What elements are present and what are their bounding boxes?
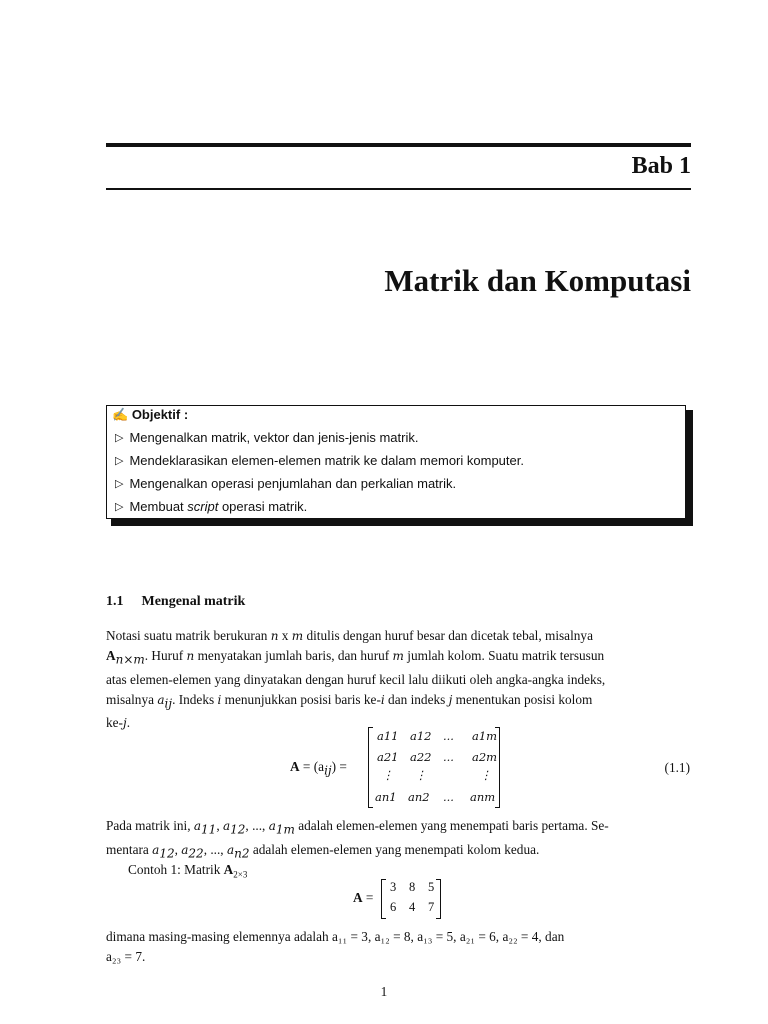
objective-item [115, 453, 524, 468]
objective-heading-text: Objektif : [131, 407, 189, 422]
example-matrix-cell: 7 [428, 900, 435, 914]
example-matrix-cell: 5 [428, 880, 435, 894]
matrix-cell: a1m [472, 729, 498, 743]
matrix-cell: a12 [410, 729, 432, 743]
paragraph-line: a₂₃ = 7. [106, 949, 146, 964]
example-matrix-lhs: A = [353, 890, 374, 905]
triangle-bullet-icon: ▷ [115, 432, 124, 444]
paragraph-3 [106, 927, 692, 967]
objective-item [115, 430, 418, 445]
matrix-cell: a2m [472, 750, 498, 764]
paragraph-1 [106, 626, 692, 733]
objective-item-text: Membuat script operasi matrik. [129, 499, 308, 514]
section-number: 1.1 [106, 594, 124, 609]
objective-item-text: Mendeklarasikan elemen-elemen matrik ke dalam memori komputer. [129, 453, 524, 468]
example-label: Contoh 1: Matrik $A_{2\times 3}$ [128, 862, 248, 880]
objective-box [106, 405, 686, 519]
objective-item-text: Mengenalkan matrik, vektor dan jenis-jenis matrik. [129, 430, 419, 445]
example-matrix-right-bracket [436, 879, 441, 919]
matrix-cell: an2 [408, 790, 430, 804]
paragraph-line: ke-j. [106, 715, 131, 731]
matrix-cell: ⋮ [415, 768, 427, 782]
page-number: 1 [380, 984, 388, 999]
matrix-cell: ⋮ [480, 768, 492, 782]
example-matrix-cell: 3 [390, 880, 397, 894]
matrix-cell: a21 [377, 750, 399, 764]
pencil-icon: ✍ [112, 407, 129, 422]
chapter-bottom-rule [106, 188, 691, 190]
chapter-title: Matrik dan Komputasi [384, 263, 691, 298]
objective-heading [112, 407, 188, 423]
section-title: Mengenal matrik [141, 594, 246, 609]
paragraph-line: Pada matrik ini, $a_{11}$, $a_{12}$, ..., $a_{1m}$ adalah elemen-elemen yang menempati baris pertama. Se- [106, 818, 609, 837]
triangle-bullet-icon: ▷ [115, 455, 124, 467]
chapter-top-rule [106, 143, 691, 147]
matrix-cell: ⋮ [382, 768, 394, 782]
triangle-bullet-icon: ▷ [115, 478, 124, 490]
matrix-cell: a22 [410, 750, 432, 764]
matrix-left-bracket [368, 727, 373, 808]
objective-item-text: Mengenalkan operasi penjumlahan dan perkalian matrik. [129, 476, 457, 491]
matrix-cell: ... [443, 790, 454, 804]
objective-item [115, 499, 307, 514]
chapter-label: Bab 1 [631, 153, 691, 179]
paragraph-line: Notasi suatu matrik berukuran n x m ditulis dengan huruf besar dan dicetak tebal, misalnya [106, 628, 593, 643]
objective-item [115, 476, 456, 491]
matrix-cell: ... [443, 750, 454, 764]
example-matrix-left-bracket [381, 879, 386, 919]
paragraph-line: atas elemen-elemen yang dinyatakan dengan huruf kecil lalu diikuti oleh angka-angka indeks, [106, 671, 606, 687]
matrix-cell: a11 [377, 729, 399, 743]
example-matrix-cell: 4 [409, 900, 416, 914]
paragraph-line: dimana masing-masing elemennya adalah a₁₁ = 3, a₁₂ = 8, a₁₃ = 5, a₂₁ = 6, a₂₂ = 4, dan [106, 929, 565, 944]
paragraph-line: $A_{n\times m}$. Huruf n menyatakan jumlah baris, dan huruf m jumlah kolom. Suatu matrik tersusun [106, 648, 605, 667]
matrix-cell: an1 [375, 790, 397, 804]
matrix-cell: anm [470, 790, 496, 804]
paragraph-line: misalnya $a_{ij}$. Indeks i menunjukkan posisi baris ke-i dan indeks j menentukan posisi kolom [106, 691, 593, 711]
example-matrix-cell: 6 [390, 900, 397, 914]
equation-number: (1.1) [664, 760, 690, 775]
section-heading [106, 594, 245, 610]
matrix-cell: ... [443, 729, 454, 743]
paragraph-2 [106, 816, 692, 863]
equation-1-lhs: $A = (a_{ij})$ = [290, 759, 347, 778]
paragraph-line: mentara $a_{12}$, $a_{22}$, ..., $a_{n2}$ adalah elemen-elemen yang menempati kolom kedua. [106, 841, 540, 861]
example-matrix-cell: 8 [409, 880, 416, 894]
triangle-bullet-icon: ▷ [115, 501, 124, 513]
